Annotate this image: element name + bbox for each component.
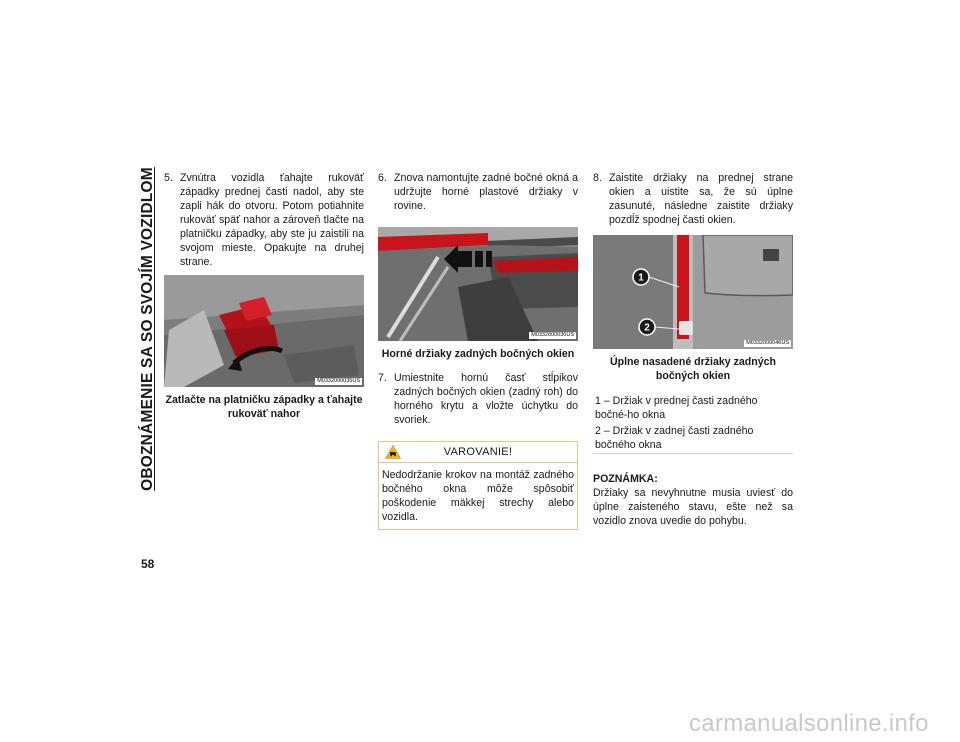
step-number: 7. bbox=[378, 372, 387, 384]
figure-caption: Zatlačte na platničku západky a ťahajte rukoväť nahor bbox=[165, 394, 363, 420]
legend-item-2: 2 – Držiak v zadnej časti zadného bočného okna bbox=[595, 425, 754, 451]
column-1 bbox=[164, 171, 364, 421]
legend-divider bbox=[593, 453, 793, 454]
column-2 bbox=[378, 171, 578, 530]
step-text: Umiestnite hornú časť stĺpikov zadných bočných okien (zadný roh) do horného krytu a vložte úchytku do svoriek. bbox=[394, 372, 578, 426]
note-text: Držiaky sa nevyhnutne musia uviesť do úplne zaisteného stavu, ešte než sa vozidlo znova uvedie do pohybu. bbox=[593, 487, 793, 527]
step-number: 8. bbox=[593, 172, 602, 184]
figure-caption: Horné držiaky zadných bočných okien bbox=[381, 348, 575, 360]
fully-seated-retainers-photo bbox=[593, 235, 793, 349]
step-6 bbox=[378, 171, 578, 213]
figure-caption: Úplne nasadené držiaky zadných bočných okien bbox=[609, 356, 777, 382]
retainer-illustration bbox=[378, 227, 578, 341]
section-title-vertical bbox=[139, 167, 157, 491]
step-8 bbox=[593, 171, 793, 227]
window-retainer-photo bbox=[378, 227, 578, 341]
warning-box bbox=[378, 441, 578, 530]
callout-2: 2 bbox=[644, 322, 650, 334]
step-number: 6. bbox=[378, 172, 387, 184]
figure-legend bbox=[593, 393, 793, 454]
step-text: Zvnútra vozidla ťahajte rukoväť západky prednej časti nadol, aby ste zapli hák do otvoru. Potom potiahnite rukoväť späť nahor a zároveň tlačte na platničku západky, aby ste ju zaistili na svojom mieste. Opakujte na druhej strane. bbox=[180, 172, 364, 268]
figure-code: M0332000036US bbox=[531, 332, 574, 338]
latch-photo bbox=[164, 275, 364, 387]
legend-item-1: 1 – Držiak v prednej časti zadného bočné-ho okna bbox=[595, 395, 758, 421]
warning-triangle-icon bbox=[385, 445, 401, 459]
step-5 bbox=[164, 171, 364, 269]
step-text: Znova namontujte zadné bočné okná a udržujte horné plastové držiaky v rovine. bbox=[394, 172, 578, 212]
step-number: 5. bbox=[164, 172, 173, 184]
step-text: Zaistite držiaky na prednej strane okien a uistite sa, že sú úplne zasunuté, následne zaistite držiaky pozdĺž spodnej časti okien. bbox=[609, 172, 793, 226]
figure-code: M0332000035US bbox=[317, 378, 360, 384]
warning-title: VAROVANIE! bbox=[443, 446, 513, 458]
warning-header bbox=[379, 442, 577, 463]
page-number: 58 bbox=[141, 557, 155, 571]
figure-code: M0332000046US bbox=[746, 340, 789, 346]
note-title: POZNÁMKA: bbox=[593, 473, 658, 485]
step-7 bbox=[378, 371, 578, 427]
watermark: carmanualsonline.info bbox=[689, 710, 929, 737]
seated-retainers-illustration bbox=[593, 235, 793, 349]
column-3 bbox=[593, 171, 793, 528]
section-title-text: OBOZNÁMENIE SA SO SVOJÍM VOZIDLOM bbox=[139, 167, 156, 491]
latch-illustration bbox=[164, 275, 364, 387]
callout-1: 1 bbox=[638, 272, 644, 284]
warning-text: Nedodržanie krokov na montáž zadného bočného okna môže spôsobiť poškodenie mäkkej strechy alebo vozidla. bbox=[382, 469, 574, 523]
